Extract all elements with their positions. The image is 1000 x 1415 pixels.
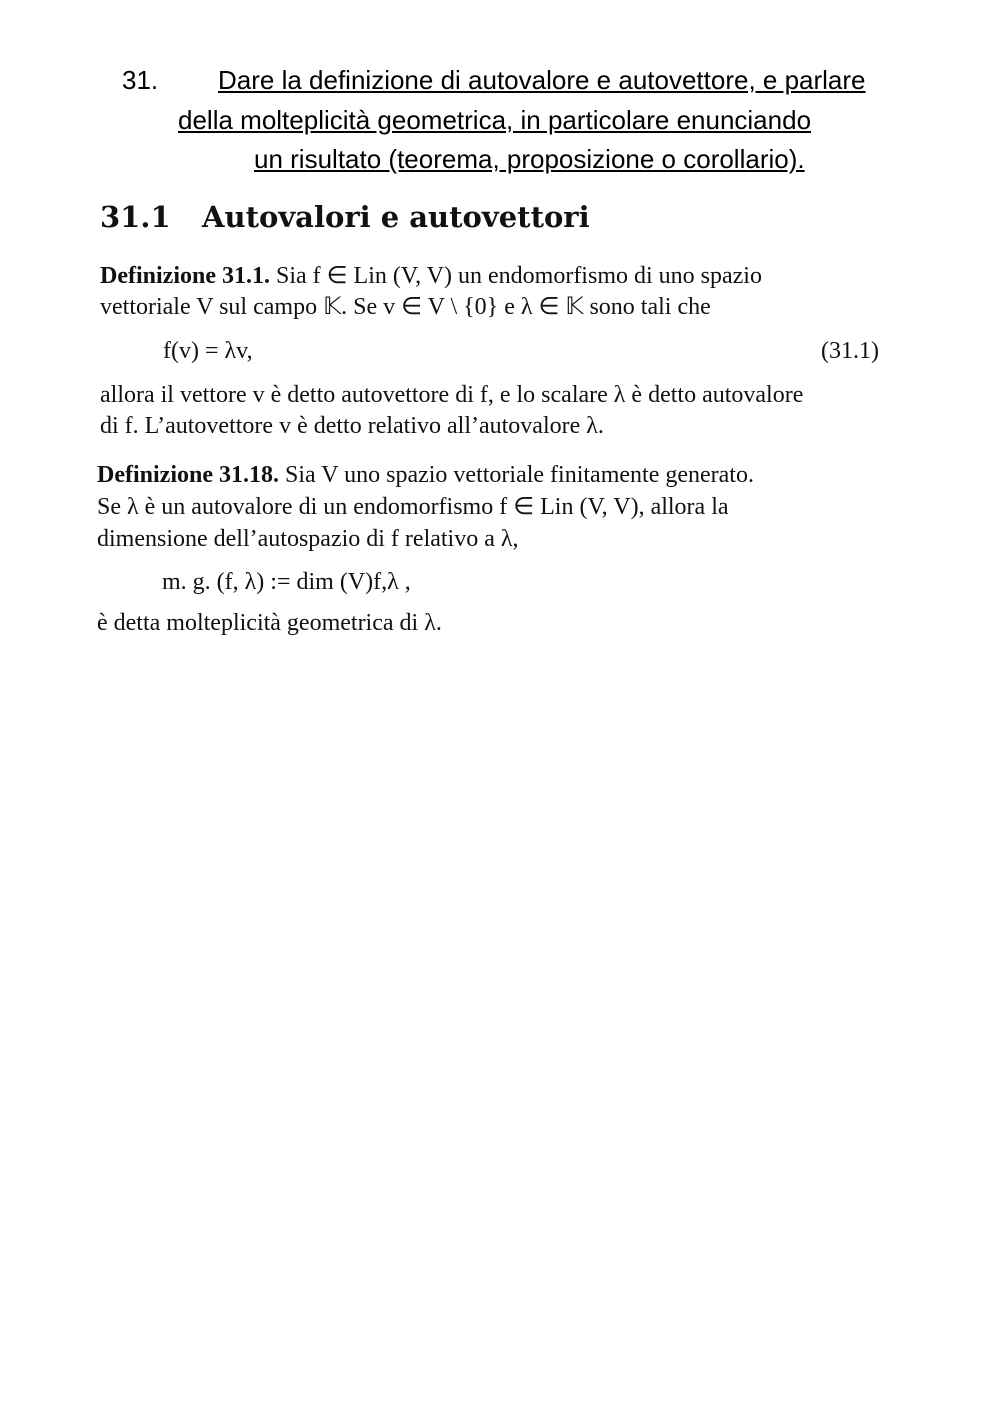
def1-line-4: di f. L’autovettore v è detto relativo all’autovalore λ.: [100, 413, 604, 439]
def2-formula: m. g. (f, λ) := dim (V)f,λ ,: [162, 569, 411, 595]
def1-equation: f(v) = λv,: [163, 338, 253, 364]
question-number: 31.: [122, 65, 159, 95]
question-line-2: della molteplicità geometrica, in particolare enunciando: [178, 105, 812, 135]
section-heading: [100, 200, 590, 234]
question-line-1: Dare la definizione di autovalore e autovettore, e parlare: [218, 65, 866, 95]
def1-line-1-text: Sia f ∈ Lin (V, V) un endomorfismo di uno spazio: [275, 263, 762, 289]
def2-line-3: dimensione dell’autospazio di f relativo a λ,: [97, 526, 519, 552]
def2-label: Definizione 31.18.: [97, 462, 279, 488]
def1-line-3: allora il vettore v è detto autovettore di f, e lo scalare λ è detto autovalore: [100, 382, 804, 408]
def2-line-1: [97, 462, 754, 488]
question-line-3: un risultato (teorema, proposizione o corollario).: [254, 144, 805, 174]
def1-line-2: vettoriale V sul campo 𝕂. Se v ∈ V \ {0} e λ ∈ 𝕂 sono tali che: [100, 294, 711, 320]
def2-line-2: Se λ è un autovalore di un endomorfismo f ∈ Lin (V, V), allora la: [97, 494, 729, 520]
section-title: Autovalori e autovettori: [202, 200, 590, 234]
section-number: 31.1: [100, 200, 171, 234]
def1-label: Definizione 31.1.: [100, 263, 270, 289]
def1-equation-number: (31.1): [821, 338, 879, 364]
def2-line-4: è detta molteplicità geometrica di λ.: [97, 610, 442, 636]
def2-line-1-text: Sia V uno spazio vettoriale finitamente generato.: [284, 462, 754, 488]
def1-line-1: [100, 263, 885, 289]
